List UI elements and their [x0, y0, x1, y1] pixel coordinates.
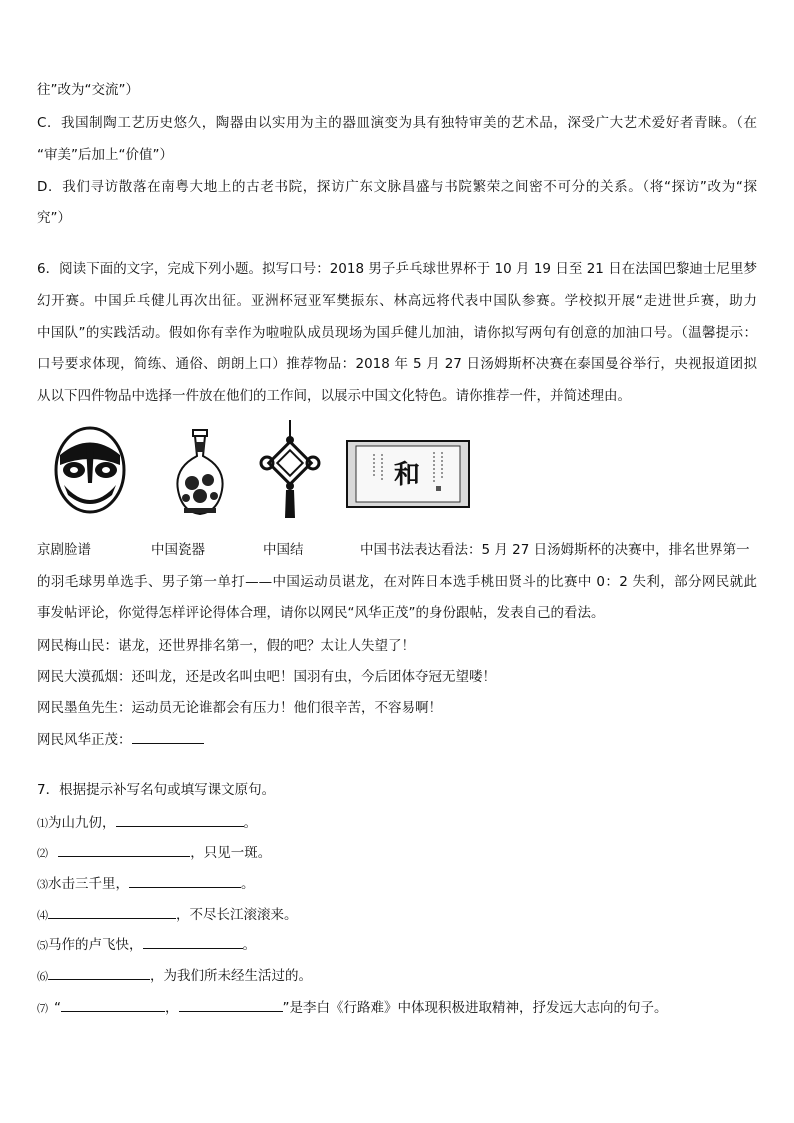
item-suffix: ”是李白《行路难》中体现积极进取精神，抒发远大志向的句子。: [282, 1000, 668, 1016]
item-suffix: ，只见一斑。: [190, 845, 272, 861]
item-prefix: 水击三千里，: [48, 876, 129, 892]
item-suffix: 。: [243, 815, 257, 831]
answer-blank[interactable]: [116, 813, 244, 827]
calligraphy-scroll-image: [346, 440, 470, 512]
caption-calligraphy-continuation: 中国书法表达看法：5 月 27 日汤姆斯杯的决赛中，排名世界第一: [360, 542, 750, 558]
comment-damoguyan: 网民大漠孤烟：还叫龙，还是改名叫虫吧！国羽有虫，今后团体夺冠无望喽！: [37, 669, 496, 685]
q6-line5: 从以下四件物品中选择一件放在他们的工作间，以展示中国文化特色。请你推荐一件，并简述理由。: [37, 388, 631, 404]
item-number: ⑷: [37, 909, 48, 922]
porcelain-vase-image: [170, 428, 230, 522]
q7-item-6: [37, 966, 312, 987]
caption-chinese-knot: 中国结: [263, 542, 304, 558]
answer-blank-first[interactable]: [61, 998, 165, 1012]
reply-label: 网民风华正茂：: [37, 732, 132, 748]
opera-mask-image: [50, 425, 130, 519]
item-suffix: ，不尽长江滚滚来。: [176, 907, 298, 923]
calligraphy-character: 和: [394, 460, 421, 490]
answer-blank[interactable]: [48, 905, 176, 919]
comment-meishanmin: 网民梅山民：谌龙，还世界排名第一，假的吧？太让人失望了！: [37, 638, 415, 654]
option-c-line1: C．我国制陶工艺历史悠久，陶器由以实用为主的器皿演变为具有独特审美的艺术品，深受广大艺术爱好者青睐。（在: [37, 115, 757, 131]
item-number: ⑶: [37, 878, 48, 891]
item-prefix: 马作的卢飞快，: [48, 937, 143, 953]
answer-blank-second[interactable]: [179, 998, 283, 1012]
chinese-knot-image: [255, 418, 325, 526]
answer-blank[interactable]: [48, 966, 150, 980]
reply-blank[interactable]: [132, 730, 204, 744]
item-number: ⑺: [37, 1002, 48, 1015]
option-d-line2: 究”）: [37, 210, 71, 226]
q6-line8: 事发帖评论，你觉得怎样评论得体合理，请你以网民“风华正茂”的身份跟帖，发表自己的看法。: [37, 605, 605, 621]
q6-line4: 口号要求体现，简练、通俗、朗朗上口）推荐物品：2018 年 5 月 27 日汤姆斯杯决赛在泰国曼谷举行，央视报道团拟: [37, 356, 757, 372]
q7-title: 7．根据提示补写名句或填写课文原句。: [37, 782, 276, 798]
q7-item-3: [37, 874, 255, 895]
q6-line2: 幻开赛。中国乒乓健儿再次出征。亚洲杯冠亚军樊振东、林高远将代表中国队参赛。学校拟开展“走进世乒赛，助力: [37, 293, 757, 309]
answer-blank[interactable]: [143, 935, 243, 949]
option-c-line2: “审美”后加上“价值”）: [37, 147, 173, 163]
q7-item-4: [37, 905, 298, 926]
item-prefix: [48, 845, 52, 861]
reply-fenghuazhengmao: [37, 730, 204, 750]
item-number: ⑴: [37, 817, 48, 830]
item-prefix: “: [54, 1000, 61, 1016]
item-number: ⑵: [37, 847, 48, 860]
caption-opera-mask: 京剧脸谱: [37, 542, 91, 558]
item-suffix: 。: [241, 876, 255, 892]
q6-line3: 中国队”的实践活动。假如你有幸作为啦啦队成员现场为国乒健儿加油，请你拟写两句有创意的加油口号。（温馨提示：: [37, 325, 757, 341]
q7-item-7: [37, 998, 668, 1019]
option-d-line1: D．我们寻访散落在南粤大地上的古老书院，探访广东文脉昌盛与书院繁荣之间密不可分的关系。（将“探访”改为“探: [37, 179, 757, 195]
item-suffix: ，为我们所未经生活过的。: [150, 968, 312, 984]
item-middle: ，: [165, 1000, 179, 1016]
answer-blank[interactable]: [58, 843, 190, 857]
q6-line1: 6．阅读下面的文字，完成下列小题。拟写口号：2018 男子乒乓球世界杯于 10 月 19 日至 21 日在法国巴黎迪士尼里梦: [37, 261, 757, 277]
item-number: ⑹: [37, 970, 48, 983]
q7-item-5: [37, 935, 256, 956]
item-suffix: 。: [242, 937, 256, 953]
q7-item-1: [37, 813, 257, 834]
q6-line7: 的羽毛球男单选手、男子第一单打——中国运动员谌龙，在对阵日本选手桃田贤斗的比赛中 0：2 失利，部分网民就此: [37, 574, 757, 590]
answer-blank[interactable]: [129, 874, 241, 888]
caption-porcelain: 中国瓷器: [151, 542, 205, 558]
comment-moyuxiansheng: 网民墨鱼先生：运动员无论谁都会有压力！他们很辛苦，不容易啊！: [37, 700, 442, 716]
q7-item-2: [37, 843, 271, 864]
item-prefix: 为山九仞，: [48, 815, 116, 831]
item-number: ⑸: [37, 939, 48, 952]
option-b-tail: 往”改为“交流”）: [37, 82, 139, 98]
